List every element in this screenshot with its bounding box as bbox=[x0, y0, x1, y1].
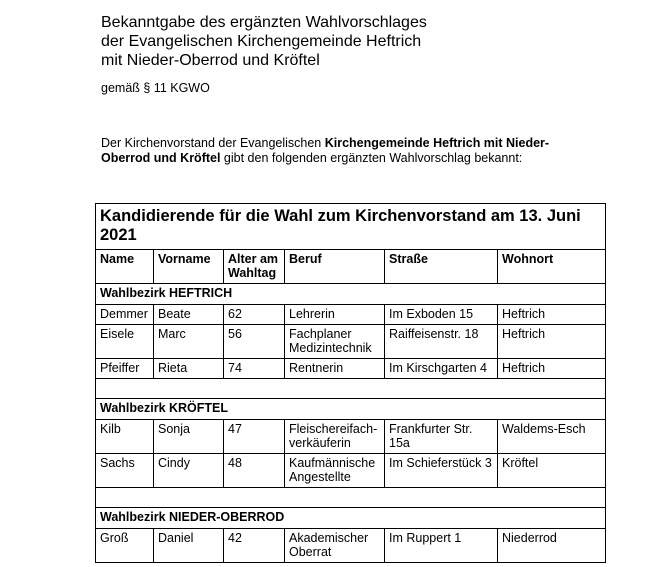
title-line-3: mit Nieder-Oberrod und Kröftel bbox=[101, 52, 320, 69]
cell-name: Sachs bbox=[96, 454, 154, 488]
cell-alter: 62 bbox=[224, 305, 285, 325]
header-wohnort: Wohnort bbox=[498, 250, 606, 284]
intro-text-2: gibt den folgenden ergänzten Wahlvorschlag bekannt: bbox=[220, 151, 523, 165]
cell-strasse: Im Exboden 15 bbox=[385, 305, 498, 325]
district-row bbox=[96, 399, 606, 420]
table-caption: Kandidierende für die Wahl zum Kirchenvorstand am 13. Juni 2021 bbox=[96, 204, 606, 250]
cell-alter: 74 bbox=[224, 359, 285, 379]
spacer-cell bbox=[96, 379, 606, 399]
intro-paragraph bbox=[101, 136, 571, 166]
cell-alter: 42 bbox=[224, 529, 285, 563]
table-row bbox=[96, 420, 606, 454]
cell-strasse: Im Kirschgarten 4 bbox=[385, 359, 498, 379]
spacer-row bbox=[96, 488, 606, 508]
cell-wohnort: Heftrich bbox=[498, 325, 606, 359]
district-label: Wahlbezirk NIEDER-OBERROD bbox=[96, 508, 606, 529]
document-title bbox=[101, 13, 427, 70]
spacer-row bbox=[96, 379, 606, 399]
cell-wohnort: Heftrich bbox=[498, 305, 606, 325]
cell-name: Demmer bbox=[96, 305, 154, 325]
district-row bbox=[96, 284, 606, 305]
cell-vorname: Daniel bbox=[154, 529, 224, 563]
cell-vorname: Sonja bbox=[154, 420, 224, 454]
table-row bbox=[96, 454, 606, 488]
table-row bbox=[96, 305, 606, 325]
header-strasse: Straße bbox=[385, 250, 498, 284]
table-row bbox=[96, 529, 606, 563]
title-line-1: Bekanntgabe des ergänzten Wahlvorschlages bbox=[101, 14, 427, 31]
cell-beruf: Lehrerin bbox=[285, 305, 385, 325]
cell-strasse: Im Schieferstück 3 bbox=[385, 454, 498, 488]
cell-alter: 48 bbox=[224, 454, 285, 488]
cell-strasse: Im Ruppert 1 bbox=[385, 529, 498, 563]
district-row bbox=[96, 508, 606, 529]
cell-beruf: Kaufmännische Angestellte bbox=[285, 454, 385, 488]
table-row bbox=[96, 359, 606, 379]
cell-alter: 56 bbox=[224, 325, 285, 359]
cell-wohnort: Kröftel bbox=[498, 454, 606, 488]
candidates-table bbox=[95, 203, 606, 563]
header-beruf: Beruf bbox=[285, 250, 385, 284]
header-alter: Alter am Wahltag bbox=[224, 250, 285, 284]
cell-strasse: Raiffeisenstr. 18 bbox=[385, 325, 498, 359]
cell-beruf: Akademischer Oberrat bbox=[285, 529, 385, 563]
cell-name: Groß bbox=[96, 529, 154, 563]
cell-beruf: Rentnerin bbox=[285, 359, 385, 379]
table-header-row bbox=[96, 250, 606, 284]
intro-text-1: Der Kirchenvorstand der Evangelischen bbox=[101, 136, 325, 150]
header-name: Name bbox=[96, 250, 154, 284]
cell-name: Eisele bbox=[96, 325, 154, 359]
legal-reference: gemäß § 11 KGWO bbox=[101, 81, 210, 95]
cell-beruf: Fleischereifach-verkäuferin bbox=[285, 420, 385, 454]
district-label: Wahlbezirk HEFTRICH bbox=[96, 284, 606, 305]
cell-beruf: Fachplaner Medizintechnik bbox=[285, 325, 385, 359]
cell-strasse: Frankfurter Str. 15a bbox=[385, 420, 498, 454]
cell-vorname: Marc bbox=[154, 325, 224, 359]
cell-wohnort: Heftrich bbox=[498, 359, 606, 379]
table-row bbox=[96, 325, 606, 359]
cell-name: Pfeiffer bbox=[96, 359, 154, 379]
header-vorname: Vorname bbox=[154, 250, 224, 284]
cell-vorname: Rieta bbox=[154, 359, 224, 379]
title-line-2: der Evangelischen Kirchengemeinde Heftrich bbox=[101, 33, 422, 50]
district-label: Wahlbezirk KRÖFTEL bbox=[96, 399, 606, 420]
cell-name: Kilb bbox=[96, 420, 154, 454]
cell-wohnort: Waldems-Esch bbox=[498, 420, 606, 454]
cell-vorname: Beate bbox=[154, 305, 224, 325]
cell-vorname: Cindy bbox=[154, 454, 224, 488]
spacer-cell bbox=[96, 488, 606, 508]
cell-wohnort: Niederrod bbox=[498, 529, 606, 563]
cell-alter: 47 bbox=[224, 420, 285, 454]
intro-text-bold: Kirchengemeinde Heftrich mit Nieder-Oberrod und Kröftel bbox=[101, 136, 550, 165]
